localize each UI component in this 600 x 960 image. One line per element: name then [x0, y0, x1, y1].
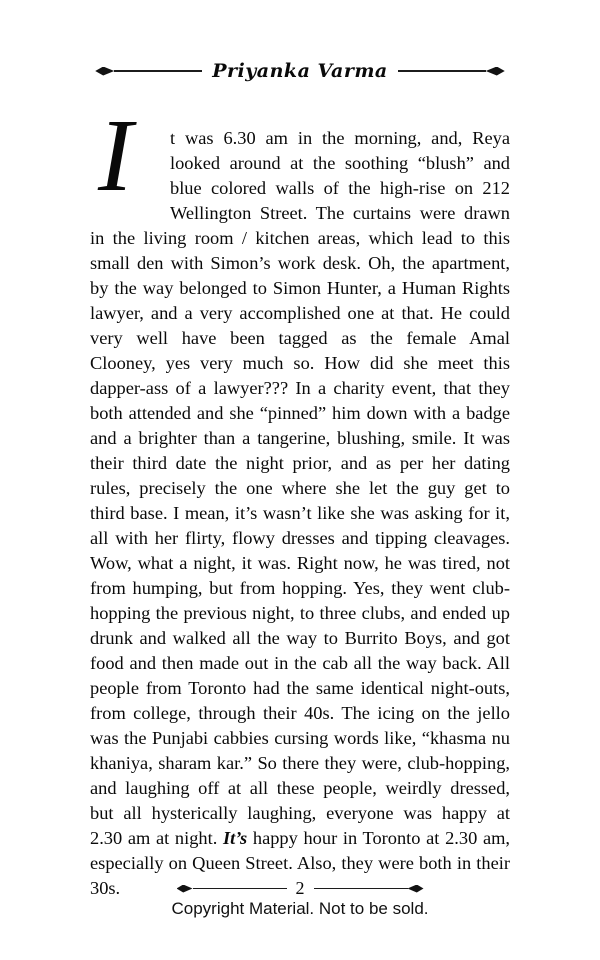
paragraph-text: t was 6.30 am in the morning, and, Reya looked around at the soothing “blush” and blue colored walls of the high-rise on 212 Wellington Street. The curtains were drawn in the living room / kitchen areas, which lead to this small den with Simon’s work desk. Oh, the apartment, by the way belonged to Simon Hunter, a Human Rights lawyer, and a very accomplished one at that. He could very well have been tagged as the female Amal Clooney, yes very much so. How did she meet this dapper-ass of a lawyer??? In a charity event, that they both attended and she “pinned” him down with a badge and a brighter than a tangerine, blushing, smile. It was their third date the night prior, and as per her dating rules, precisely the one where she let the guy get to third base. I mean, it’s wasn’t like she was asking for it, all with her flirty, flowy dresses and tipping cleavages. Wow, what a night, it was. Right now, he was tired, not from humping, but from hopping. Yes, they went club-hopping the previous night, to three clubs, and ended up drunk and walked all the way to Burrito Boys, and got food and then made out in the cab all the way back. All people from Toronto had the same identical night-outs, from college, through their 40s. The icing on the jello was the Punjabi cabbies cursing words like, “khasma nu khaniya, sharam kar.” So there they were, club-hopping, and laughing off at all these people, weirdly dressed, but all hysterically laughing, everyone was happy at 2.30 am at night.: [90, 128, 510, 848]
copyright-notice: Copyright Material. Not to be sold.: [171, 899, 429, 918]
footer-ornament: [0, 878, 600, 899]
opening-paragraph: [90, 98, 511, 901]
page-body: [90, 98, 511, 901]
author-name: Priyanka Varma: [212, 60, 388, 82]
ornament-arrow-left-icon: [95, 67, 114, 76]
page-number: 2: [295, 878, 305, 898]
ornament-rule-left: [114, 70, 202, 72]
bold-italic-phrase: It’s: [223, 828, 248, 848]
ornament-arrow-left-icon: [177, 885, 193, 893]
drop-cap: I: [98, 98, 133, 213]
ornament-rule-right: [314, 888, 408, 890]
ornament-rule-left: [193, 888, 287, 890]
ornament-arrow-right-icon: [486, 67, 505, 76]
ornament-arrow-right-icon: [408, 885, 424, 893]
running-header: [0, 60, 600, 82]
ornament-rule-right: [398, 70, 486, 72]
paragraph-text-continued: happy hour in Toronto at 2.30 am, especially on Queen Street. Also, they were both in their 30s.: [90, 828, 511, 898]
